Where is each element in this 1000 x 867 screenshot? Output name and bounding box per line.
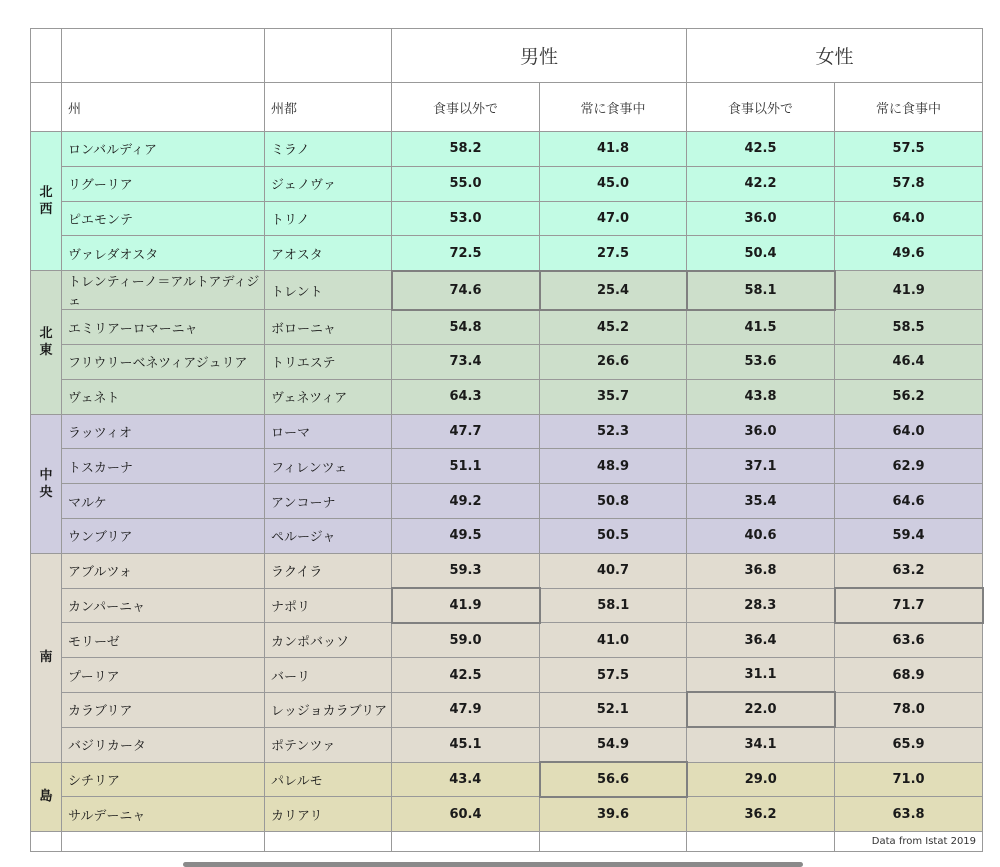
value-male-outside-meal: 53.0 bbox=[392, 201, 540, 236]
value-female-outside-meal: 34.1 bbox=[687, 727, 835, 762]
region-group-char: 東 bbox=[39, 343, 53, 359]
region-name: ピエモンテ bbox=[62, 201, 265, 236]
value-female-always-meal: 59.4 bbox=[835, 518, 983, 553]
header-blank bbox=[62, 29, 265, 83]
capital-name: トリノ bbox=[265, 201, 392, 236]
value-male-outside-meal: 42.5 bbox=[392, 658, 540, 693]
region-group-label bbox=[31, 271, 62, 414]
region-name: トスカーナ bbox=[62, 449, 265, 484]
horizontal-scrollbar[interactable] bbox=[183, 862, 803, 867]
value-female-always-meal: 71.0 bbox=[835, 762, 983, 797]
table-row bbox=[31, 797, 983, 832]
header-female-always-meal: 常に食事中 bbox=[835, 83, 983, 132]
value-male-always-meal: 52.3 bbox=[540, 414, 687, 449]
capital-name: トレント bbox=[265, 271, 392, 310]
value-male-outside-meal: 45.1 bbox=[392, 727, 540, 762]
value-female-always-meal: 58.5 bbox=[835, 310, 983, 345]
header-blank bbox=[31, 29, 62, 83]
table-row bbox=[31, 553, 983, 588]
capital-name: ラクイラ bbox=[265, 553, 392, 588]
value-male-outside-meal: 64.3 bbox=[392, 379, 540, 414]
capital-name: カリアリ bbox=[265, 797, 392, 832]
value-female-outside-meal: 53.6 bbox=[687, 344, 835, 379]
region-name: トレンティーノ＝アルトアディジェ bbox=[62, 271, 265, 310]
value-male-always-meal: 27.5 bbox=[540, 236, 687, 271]
region-group-label bbox=[31, 553, 62, 762]
region-name: ロンバルディア bbox=[62, 132, 265, 167]
value-female-outside-meal: 36.8 bbox=[687, 553, 835, 588]
value-male-outside-meal: 55.0 bbox=[392, 166, 540, 201]
value-female-outside-meal: 37.1 bbox=[687, 449, 835, 484]
value-female-always-meal: 62.9 bbox=[835, 449, 983, 484]
header-male: 男性 bbox=[392, 29, 687, 83]
table-row bbox=[31, 623, 983, 658]
value-female-always-meal: 64.0 bbox=[835, 201, 983, 236]
value-male-outside-meal: 73.4 bbox=[392, 344, 540, 379]
region-group-char: 北 bbox=[39, 185, 53, 201]
data-source: Data from Istat 2019 bbox=[835, 832, 983, 852]
region-group-label bbox=[31, 132, 62, 271]
value-female-outside-meal: 28.3 bbox=[687, 588, 835, 623]
table-row bbox=[31, 236, 983, 271]
value-male-always-meal: 39.6 bbox=[540, 797, 687, 832]
value-female-always-meal: 56.2 bbox=[835, 379, 983, 414]
value-male-always-meal: 50.5 bbox=[540, 518, 687, 553]
header-female: 女性 bbox=[687, 29, 983, 83]
table-row bbox=[31, 166, 983, 201]
region-group-char: 中 bbox=[39, 467, 53, 483]
value-female-always-meal: 63.2 bbox=[835, 553, 983, 588]
capital-name: カンポバッソ bbox=[265, 623, 392, 658]
table-row bbox=[31, 132, 983, 167]
value-female-outside-meal: 42.2 bbox=[687, 166, 835, 201]
table-row bbox=[31, 484, 983, 519]
smoking-table bbox=[30, 28, 984, 852]
footer-row bbox=[31, 832, 983, 852]
table-row bbox=[31, 727, 983, 762]
region-name: カラブリア bbox=[62, 692, 265, 727]
capital-name: アオスタ bbox=[265, 236, 392, 271]
value-female-always-meal: 46.4 bbox=[835, 344, 983, 379]
value-female-always-meal: 78.0 bbox=[835, 692, 983, 727]
value-male-always-meal: 56.6 bbox=[540, 762, 687, 797]
value-female-always-meal: 63.8 bbox=[835, 797, 983, 832]
table-row bbox=[31, 588, 983, 623]
value-male-outside-meal: 43.4 bbox=[392, 762, 540, 797]
value-male-always-meal: 57.5 bbox=[540, 658, 687, 693]
header-male-outside-meal: 食事以外で bbox=[392, 83, 540, 132]
header-row-gender bbox=[31, 29, 983, 83]
capital-name: バーリ bbox=[265, 658, 392, 693]
header-capital: 州都 bbox=[265, 83, 392, 132]
value-male-always-meal: 47.0 bbox=[540, 201, 687, 236]
value-female-outside-meal: 58.1 bbox=[687, 271, 835, 310]
value-male-outside-meal: 47.9 bbox=[392, 692, 540, 727]
value-female-outside-meal: 36.2 bbox=[687, 797, 835, 832]
value-male-outside-meal: 41.9 bbox=[392, 588, 540, 623]
header-blank bbox=[265, 29, 392, 83]
capital-name: ジェノヴァ bbox=[265, 166, 392, 201]
region-group-char: 北 bbox=[39, 326, 53, 342]
value-male-always-meal: 25.4 bbox=[540, 271, 687, 310]
region-name: モリーゼ bbox=[62, 623, 265, 658]
value-male-outside-meal: 47.7 bbox=[392, 414, 540, 449]
capital-name: アンコーナ bbox=[265, 484, 392, 519]
value-male-always-meal: 41.8 bbox=[540, 132, 687, 167]
capital-name: ヴェネツィア bbox=[265, 379, 392, 414]
value-female-outside-meal: 43.8 bbox=[687, 379, 835, 414]
capital-name: ペルージャ bbox=[265, 518, 392, 553]
capital-name: ボローニャ bbox=[265, 310, 392, 345]
value-male-always-meal: 58.1 bbox=[540, 588, 687, 623]
value-male-always-meal: 50.8 bbox=[540, 484, 687, 519]
header-row-columns bbox=[31, 83, 983, 132]
region-name: ヴェネト bbox=[62, 379, 265, 414]
table-row bbox=[31, 658, 983, 693]
region-group-label bbox=[31, 414, 62, 553]
table-row bbox=[31, 379, 983, 414]
value-male-outside-meal: 72.5 bbox=[392, 236, 540, 271]
value-male-outside-meal: 54.8 bbox=[392, 310, 540, 345]
table-row bbox=[31, 449, 983, 484]
value-male-outside-meal: 59.3 bbox=[392, 553, 540, 588]
header-region: 州 bbox=[62, 83, 265, 132]
value-female-outside-meal: 36.0 bbox=[687, 414, 835, 449]
value-female-outside-meal: 40.6 bbox=[687, 518, 835, 553]
header-blank bbox=[31, 83, 62, 132]
value-female-outside-meal: 50.4 bbox=[687, 236, 835, 271]
region-group-char: 島 bbox=[39, 789, 53, 805]
value-male-outside-meal: 60.4 bbox=[392, 797, 540, 832]
capital-name: フィレンツェ bbox=[265, 449, 392, 484]
value-female-always-meal: 68.9 bbox=[835, 658, 983, 693]
table-row bbox=[31, 201, 983, 236]
value-male-outside-meal: 74.6 bbox=[392, 271, 540, 310]
region-group-label bbox=[31, 762, 62, 832]
region-group-char: 央 bbox=[39, 484, 53, 500]
capital-name: パレルモ bbox=[265, 762, 392, 797]
table-row bbox=[31, 692, 983, 727]
table-row bbox=[31, 344, 983, 379]
region-name: マルケ bbox=[62, 484, 265, 519]
region-name: フリウリーベネツィアジュリア bbox=[62, 344, 265, 379]
region-name: サルデーニャ bbox=[62, 797, 265, 832]
capital-name: ナポリ bbox=[265, 588, 392, 623]
value-male-always-meal: 54.9 bbox=[540, 727, 687, 762]
footer-blank bbox=[31, 832, 62, 852]
value-male-always-meal: 52.1 bbox=[540, 692, 687, 727]
footer-blank bbox=[540, 832, 687, 852]
value-male-always-meal: 35.7 bbox=[540, 379, 687, 414]
table-row bbox=[31, 518, 983, 553]
value-male-always-meal: 45.0 bbox=[540, 166, 687, 201]
value-male-outside-meal: 51.1 bbox=[392, 449, 540, 484]
value-female-outside-meal: 35.4 bbox=[687, 484, 835, 519]
table-row bbox=[31, 310, 983, 345]
table-row bbox=[31, 762, 983, 797]
value-female-outside-meal: 22.0 bbox=[687, 692, 835, 727]
value-male-always-meal: 48.9 bbox=[540, 449, 687, 484]
value-female-outside-meal: 42.5 bbox=[687, 132, 835, 167]
region-group-char: 南 bbox=[39, 650, 53, 666]
capital-name: ミラノ bbox=[265, 132, 392, 167]
value-male-outside-meal: 59.0 bbox=[392, 623, 540, 658]
value-female-always-meal: 71.7 bbox=[835, 588, 983, 623]
value-male-outside-meal: 49.5 bbox=[392, 518, 540, 553]
value-female-always-meal: 63.6 bbox=[835, 623, 983, 658]
value-male-outside-meal: 49.2 bbox=[392, 484, 540, 519]
value-female-outside-meal: 31.1 bbox=[687, 658, 835, 693]
header-female-outside-meal: 食事以外で bbox=[687, 83, 835, 132]
value-female-always-meal: 49.6 bbox=[835, 236, 983, 271]
value-female-always-meal: 64.6 bbox=[835, 484, 983, 519]
footer-blank bbox=[62, 832, 265, 852]
region-name: バジリカータ bbox=[62, 727, 265, 762]
region-name: リグーリア bbox=[62, 166, 265, 201]
value-female-always-meal: 41.9 bbox=[835, 271, 983, 310]
table-row bbox=[31, 414, 983, 449]
value-female-always-meal: 64.0 bbox=[835, 414, 983, 449]
footer-blank bbox=[392, 832, 540, 852]
value-female-outside-meal: 41.5 bbox=[687, 310, 835, 345]
region-name: ラッツィオ bbox=[62, 414, 265, 449]
footer-blank bbox=[265, 832, 392, 852]
value-male-always-meal: 41.0 bbox=[540, 623, 687, 658]
value-female-always-meal: 57.5 bbox=[835, 132, 983, 167]
value-male-always-meal: 45.2 bbox=[540, 310, 687, 345]
footer-blank bbox=[687, 832, 835, 852]
value-female-always-meal: 57.8 bbox=[835, 166, 983, 201]
value-female-outside-meal: 29.0 bbox=[687, 762, 835, 797]
capital-name: レッジョカラブリア bbox=[265, 692, 392, 727]
value-male-always-meal: 40.7 bbox=[540, 553, 687, 588]
region-name: ヴァレダオスタ bbox=[62, 236, 265, 271]
value-male-outside-meal: 58.2 bbox=[392, 132, 540, 167]
capital-name: ポテンツァ bbox=[265, 727, 392, 762]
region-name: アブルツォ bbox=[62, 553, 265, 588]
region-name: カンパーニャ bbox=[62, 588, 265, 623]
region-name: シチリア bbox=[62, 762, 265, 797]
region-name: ウンブリア bbox=[62, 518, 265, 553]
value-female-always-meal: 65.9 bbox=[835, 727, 983, 762]
region-group-char: 西 bbox=[39, 202, 53, 218]
capital-name: トリエステ bbox=[265, 344, 392, 379]
header-male-always-meal: 常に食事中 bbox=[540, 83, 687, 132]
value-female-outside-meal: 36.0 bbox=[687, 201, 835, 236]
region-name: プーリア bbox=[62, 658, 265, 693]
table-row bbox=[31, 271, 983, 310]
value-male-always-meal: 26.6 bbox=[540, 344, 687, 379]
value-female-outside-meal: 36.4 bbox=[687, 623, 835, 658]
capital-name: ローマ bbox=[265, 414, 392, 449]
region-name: エミリアーロマーニャ bbox=[62, 310, 265, 345]
